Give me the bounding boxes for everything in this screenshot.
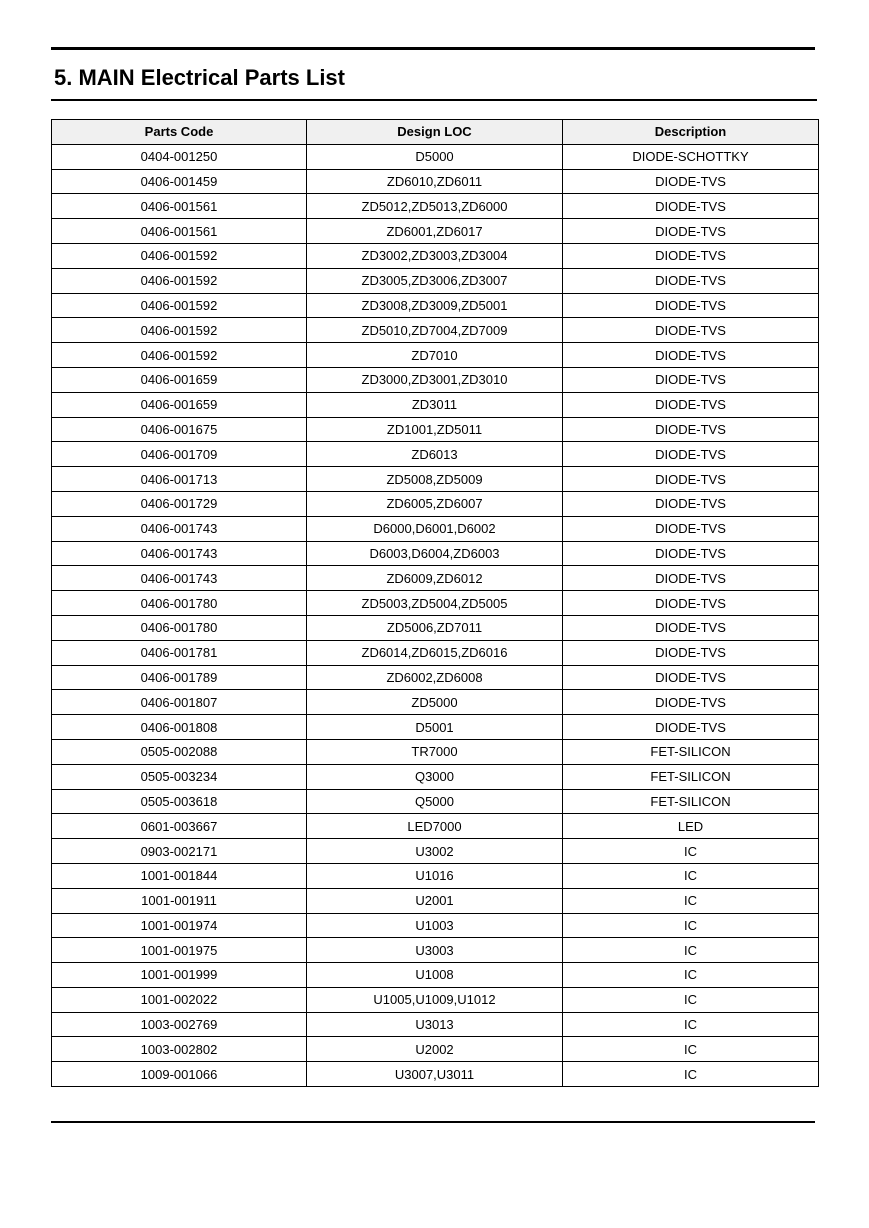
table-row [52,715,819,740]
cell-design-loc: ZD1001,ZD5011 [307,417,563,442]
cell-design-loc: ZD6013 [307,442,563,467]
cell-design-loc: ZD6002,ZD6008 [307,665,563,690]
table-row [52,243,819,268]
cell-description: DIODE-TVS [563,392,819,417]
cell-parts-code: 0406-001659 [52,392,307,417]
cell-parts-code: 0406-001780 [52,591,307,616]
cell-parts-code: 0406-001709 [52,442,307,467]
cell-description: DIODE-TVS [563,665,819,690]
cell-design-loc: Q3000 [307,764,563,789]
cell-design-loc: ZD6014,ZD6015,ZD6016 [307,640,563,665]
cell-design-loc: ZD3011 [307,392,563,417]
table-row [52,491,819,516]
table-row [52,938,819,963]
table-row [52,219,819,244]
cell-description: IC [563,888,819,913]
cell-parts-code: 1001-001911 [52,888,307,913]
cell-parts-code: 0404-001250 [52,144,307,169]
page-title: 5. MAIN Electrical Parts List [54,65,345,90]
cell-description: IC [563,938,819,963]
table-row [52,913,819,938]
cell-design-loc: U2001 [307,888,563,913]
table-row [52,839,819,864]
cell-design-loc: ZD5010,ZD7004,ZD7009 [307,318,563,343]
table-row [52,516,819,541]
cell-design-loc: D6003,D6004,ZD6003 [307,541,563,566]
header-design-loc: Design LOC [307,120,563,145]
header-description: Description [563,120,819,145]
cell-parts-code: 0406-001561 [52,219,307,244]
cell-parts-code: 0406-001592 [52,268,307,293]
table-row [52,194,819,219]
cell-description: DIODE-TVS [563,491,819,516]
cell-parts-code: 0406-001713 [52,467,307,492]
table-row [52,367,819,392]
cell-design-loc: Q5000 [307,789,563,814]
cell-parts-code: 0505-002088 [52,739,307,764]
cell-description: FET-SILICON [563,739,819,764]
cell-design-loc: ZD6005,ZD6007 [307,491,563,516]
cell-description: DIODE-TVS [563,293,819,318]
cell-description: DIODE-TVS [563,194,819,219]
cell-parts-code: 0903-002171 [52,839,307,864]
table-row [52,1037,819,1062]
cell-design-loc: ZD3008,ZD3009,ZD5001 [307,293,563,318]
cell-parts-code: 0406-001459 [52,169,307,194]
cell-parts-code: 1003-002769 [52,1012,307,1037]
cell-parts-code: 0406-001743 [52,516,307,541]
table-row [52,541,819,566]
table-row [52,963,819,988]
table-row [52,814,819,839]
cell-description: IC [563,1012,819,1037]
cell-design-loc: U2002 [307,1037,563,1062]
cell-description: DIODE-TVS [563,343,819,368]
cell-description: DIODE-TVS [563,243,819,268]
cell-design-loc: D5001 [307,715,563,740]
cell-parts-code: 0406-001561 [52,194,307,219]
cell-description: DIODE-TVS [563,169,819,194]
cell-design-loc: U1005,U1009,U1012 [307,987,563,1012]
table-row [52,392,819,417]
cell-parts-code: 1003-002802 [52,1037,307,1062]
cell-parts-code: 0406-001592 [52,343,307,368]
cell-parts-code: 0505-003234 [52,764,307,789]
cell-description: DIODE-TVS [563,640,819,665]
table-row [52,144,819,169]
cell-parts-code: 0406-001743 [52,566,307,591]
cell-parts-code: 1001-001999 [52,963,307,988]
cell-design-loc: LED7000 [307,814,563,839]
table-row [52,268,819,293]
header-parts-code: Parts Code [52,120,307,145]
table-row [52,318,819,343]
cell-description: IC [563,1062,819,1087]
cell-description: IC [563,963,819,988]
cell-parts-code: 0406-001780 [52,615,307,640]
bottom-rule [51,1121,815,1123]
cell-design-loc: ZD3005,ZD3006,ZD3007 [307,268,563,293]
cell-design-loc: U3013 [307,1012,563,1037]
cell-description: IC [563,987,819,1012]
cell-description: DIODE-TVS [563,541,819,566]
cell-parts-code: 0406-001789 [52,665,307,690]
cell-parts-code: 0406-001808 [52,715,307,740]
cell-design-loc: D6000,D6001,D6002 [307,516,563,541]
cell-description: DIODE-TVS [563,219,819,244]
cell-description: DIODE-TVS [563,516,819,541]
cell-design-loc: ZD7010 [307,343,563,368]
cell-description: IC [563,1037,819,1062]
title-underline-rule [51,99,817,101]
cell-parts-code: 0406-001592 [52,318,307,343]
cell-parts-code: 0406-001592 [52,293,307,318]
cell-description: FET-SILICON [563,764,819,789]
table-row [52,640,819,665]
cell-description: IC [563,913,819,938]
cell-description: DIODE-TVS [563,367,819,392]
cell-parts-code: 0505-003618 [52,789,307,814]
parts-list-table [51,119,819,1087]
cell-design-loc: U1008 [307,963,563,988]
table-row [52,764,819,789]
cell-description: DIODE-TVS [563,566,819,591]
cell-parts-code: 1001-001975 [52,938,307,963]
cell-design-loc: ZD3000,ZD3001,ZD3010 [307,367,563,392]
table-row [52,888,819,913]
table-row [52,1062,819,1087]
table-row [52,987,819,1012]
cell-description: DIODE-TVS [563,268,819,293]
table-row [52,739,819,764]
cell-design-loc: U1016 [307,863,563,888]
table-row [52,417,819,442]
cell-description: LED [563,814,819,839]
cell-design-loc: D5000 [307,144,563,169]
cell-description: DIODE-TVS [563,467,819,492]
cell-design-loc: U3002 [307,839,563,864]
cell-description: DIODE-TVS [563,591,819,616]
cell-description: DIODE-TVS [563,690,819,715]
cell-parts-code: 1009-001066 [52,1062,307,1087]
cell-design-loc: U1003 [307,913,563,938]
cell-parts-code: 0406-001675 [52,417,307,442]
cell-design-loc: ZD6009,ZD6012 [307,566,563,591]
table-row [52,343,819,368]
table-row [52,169,819,194]
cell-description: DIODE-TVS [563,318,819,343]
cell-parts-code: 1001-002022 [52,987,307,1012]
cell-parts-code: 0406-001807 [52,690,307,715]
cell-description: IC [563,839,819,864]
cell-design-loc: ZD3002,ZD3003,ZD3004 [307,243,563,268]
table-row [52,863,819,888]
cell-parts-code: 0406-001592 [52,243,307,268]
cell-parts-code: 0406-001729 [52,491,307,516]
table-row [52,591,819,616]
cell-design-loc: U3007,U3011 [307,1062,563,1087]
cell-parts-code: 0601-003667 [52,814,307,839]
table-row [52,690,819,715]
cell-parts-code: 0406-001781 [52,640,307,665]
cell-design-loc: TR7000 [307,739,563,764]
table-row [52,566,819,591]
table-row [52,293,819,318]
cell-description: DIODE-TVS [563,715,819,740]
cell-description: FET-SILICON [563,789,819,814]
cell-parts-code: 1001-001974 [52,913,307,938]
table-row [52,467,819,492]
table-row [52,1012,819,1037]
table-body [52,144,819,1086]
table-row [52,665,819,690]
cell-description: DIODE-SCHOTTKY [563,144,819,169]
cell-design-loc: ZD5006,ZD7011 [307,615,563,640]
cell-design-loc: ZD5003,ZD5004,ZD5005 [307,591,563,616]
cell-design-loc: ZD6001,ZD6017 [307,219,563,244]
table-row [52,615,819,640]
cell-design-loc: ZD6010,ZD6011 [307,169,563,194]
cell-description: DIODE-TVS [563,615,819,640]
cell-design-loc: ZD5012,ZD5013,ZD6000 [307,194,563,219]
cell-parts-code: 1001-001844 [52,863,307,888]
cell-parts-code: 0406-001659 [52,367,307,392]
cell-design-loc: ZD5008,ZD5009 [307,467,563,492]
table-row [52,442,819,467]
cell-design-loc: U3003 [307,938,563,963]
cell-description: DIODE-TVS [563,417,819,442]
table-row [52,789,819,814]
cell-parts-code: 0406-001743 [52,541,307,566]
table-header-row [52,120,819,145]
cell-description: DIODE-TVS [563,442,819,467]
cell-description: IC [563,863,819,888]
cell-design-loc: ZD5000 [307,690,563,715]
top-rule [51,47,815,50]
